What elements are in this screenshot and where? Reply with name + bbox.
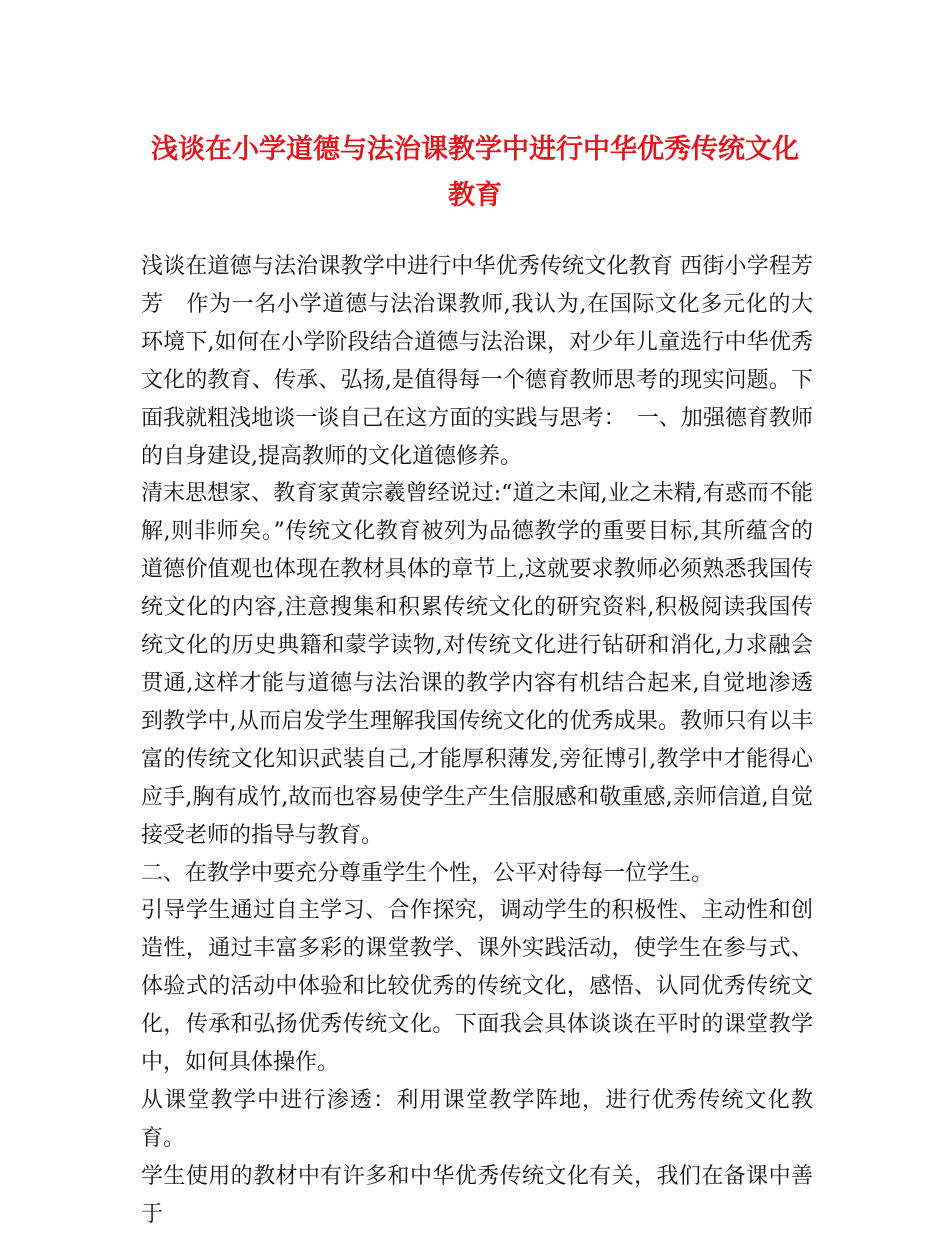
paragraph-1: 浅谈在道德与法治课教学中进行中华优秀传统文化教育 西街小学程芳芳 作为一名小学道德与法治课教师,我认为,在国际文化多元化的大环境下,如何在小学阶段结合道德与法治课，对少年儿童选行中华优秀文化的教育、传承、弘扬,是值得每一个德育教师思考的现实问题。下面我就粗浅地谈一谈自己在这方面的实践与思考： 一、加强德育教师的自身建设,提高教师的文化道德修养。 [141,254,813,469]
paragraph-5: 从课堂教学中进行渗透：利用课堂教学阵地，进行优秀传统文化教育。 [141,1087,813,1151]
paragraph-6: 学生使用的教材中有许多和中华优秀传统文化有关，我们在备课中善于 [141,1163,813,1227]
paragraph-2: 清末思想家、教育家黄宗羲曾经说过:“道之未闻,业之未精,有惑而不能解,则非师矣。”传统文化教育被列为品德教学的重要目标,其所蕴含的道德价值观也体现在教材具体的章节上,这就要求教师必须熟悉我国传统文化的内容,注意搜集和积累传统文化的研究资料,积极阅读我国传统文化的历史典籍和蒙学读物,对传统文化进行钻研和消化,力求融会贯通,这样才能与道德与法治课的教学内容有机结合起来,自觉地渗透到教学中,从而启发学生理解我国传统文化的优秀成果。教师只有以丰富的传统文化知识武装自己,才能厚积薄发,旁征博引,教学中才能得心应手,胸有成竹,故而也容易使学生产生信服感和敬重感,亲师信道,自觉接受老师的指导与教育。 [141,481,813,848]
document-title-line-1: 浅谈在小学道德与法治课教学中进行中华优秀传统文化 [151,134,799,165]
paragraph-4: 引导学生通过自主学习、合作探究，调动学生的积极性、主动性和创造性，通过丰富多彩的课堂教学、课外实践活动，使学生在参与式、体验式的活动中体验和比较优秀的传统文化，感悟、认同优秀传统文化，传承和弘扬优秀传统文化。下面我会具体谈谈在平时的课堂教学中，如何具体操作。 [141,898,813,1076]
paragraph-3: 二、在教学中要充分尊重学生个性，公平对待每一位学生。 [141,860,714,886]
document-body [141,248,813,1234]
document-title-line-2: 教育 [448,180,502,211]
